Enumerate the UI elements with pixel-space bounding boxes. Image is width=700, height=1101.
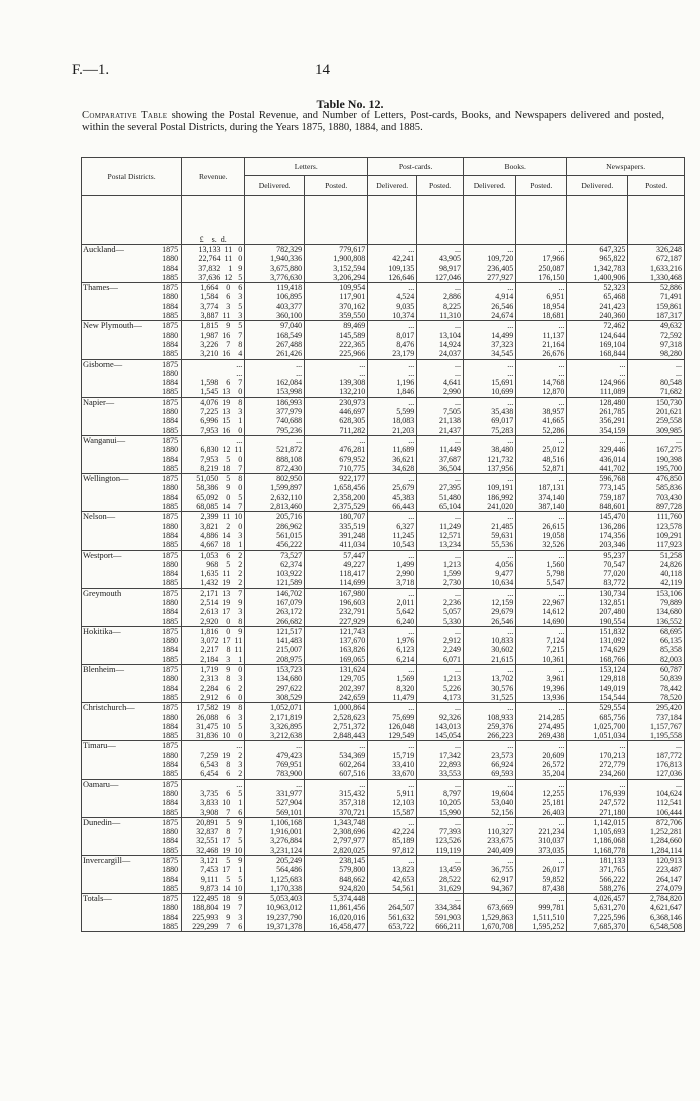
postcards-delivered-values: ... 8,017 8,476 23,179	[368, 321, 417, 359]
revenue-values: 1,816 0 9 3,072 17 11 2,217 8 11 2,184 3 1	[182, 626, 245, 664]
postcards-posted-values: ... 2,236 5,057 5,330	[417, 588, 464, 626]
table-row	[82, 321, 685, 359]
revenue-values: 1,719 9 0 2,313 8 3 2,284 6 2 2,912 6 0	[182, 665, 245, 703]
year-list: 1875 1880 1884 1885	[153, 856, 181, 894]
postcards-posted-values: ... 334,384 591,903 666,211	[417, 894, 464, 932]
books-delivered-values: ... 38,480 121,732 137,956	[464, 435, 516, 473]
postcards-posted-values: ... 8,797 10,205 15,990	[417, 779, 464, 817]
newspapers-posted-values: ... 104,624 112,541 106,444	[628, 779, 685, 817]
postcards-delivered-values: ... 5,911 12,103 15,587	[368, 779, 417, 817]
newspapers-delivered-values: 1,142,015 1,105,693 1,186,068 1,168,778	[567, 817, 628, 855]
newspapers-posted-values: 68,695 66,135 85,358 82,003	[628, 626, 685, 664]
revenue-values: 2,171 13 7 2,514 19 9 2,613 17 3 2,920 0 8	[182, 588, 245, 626]
newspapers-delivered-values: 145,470 136,286 174,356 203,346	[567, 512, 628, 550]
district-name: Wanganui—	[82, 435, 154, 473]
district-name: Greymouth	[82, 588, 154, 626]
books-delivered-values: ... 108,933 259,376 266,223	[464, 703, 516, 741]
letters-posted-values: 1,000,864 2,528,623 2,751,372 2,848,443	[305, 703, 368, 741]
books-posted-values: ... 38,957 41,665 52,286	[516, 397, 567, 435]
letters-delivered-values: ... 479,423 769,951 783,900	[245, 741, 305, 779]
postcards-delivered-values: ... 75,699 126,048 129,549	[368, 703, 417, 741]
postcards-delivered-values: ... 42,241 109,135 126,646	[368, 245, 417, 283]
letters-posted-values: ... 315,432 357,318 370,721	[305, 779, 368, 817]
letters-delivered-values: 205,716 286,962 561,015 456,222	[245, 512, 305, 550]
year-list: 1875 1880 1884 1885	[153, 817, 181, 855]
newspapers-posted-values: 150,730 201,621 259,558 309,985	[628, 397, 685, 435]
newspapers-posted-values: 295,420 737,184 1,157,767 1,195,558	[628, 703, 685, 741]
revenue-values: 4,076 19 8 7,225 13 3 6,996 15 1 7,953 16 0	[182, 397, 245, 435]
letters-delivered-values: ... 521,872 888,108 872,430	[245, 435, 305, 473]
revenue-values: 2,399 11 10 3,821 2 0 4,886 14 3 4,667 18 1	[182, 512, 245, 550]
postcards-delivered-values: ... 1,976 6,123 6,214	[368, 626, 417, 664]
newspapers-delivered-values: 95,237 70,547 77,020 83,772	[567, 550, 628, 588]
table-row	[82, 283, 685, 321]
header-postcards-delivered: Delivered.	[368, 176, 417, 196]
postcards-delivered-values: ... 25,679 45,383 66,443	[368, 474, 417, 512]
table-row	[82, 474, 685, 512]
postcards-posted-values: ... 13,104 14,924 24,037	[417, 321, 464, 359]
revenue-values: ... 6,830 12 11 7,953 5 0 8,219 18 7	[182, 435, 245, 473]
letters-delivered-values: 782,329 1,940,336 3,675,880 3,776,630	[245, 245, 305, 283]
postcards-posted-values: ... 11,249 12,571 13,234	[417, 512, 464, 550]
newspapers-delivered-values: 647,325 965,822 1,342,783 1,400,906	[567, 245, 628, 283]
table-row	[82, 817, 685, 855]
postcards-posted-values: ... 2,912 2,249 6,071	[417, 626, 464, 664]
header-postcards: Post-cards.	[368, 158, 464, 176]
header-newspapers: Newspapers.	[567, 158, 685, 176]
newspapers-delivered-values: 153,124 129,818 149,019 154,544	[567, 665, 628, 703]
letters-posted-values: 109,954 117,901 370,162 359,550	[305, 283, 368, 321]
revenue-values: 3,121 5 9 7,453 17 1 9,111 5 5 9,873 14 10	[182, 856, 245, 894]
year-list: 1875 1880 1884 1885	[153, 283, 181, 321]
table-body	[82, 196, 685, 932]
year-list: 1875 1880 1884 1885	[153, 359, 181, 397]
table-row	[82, 512, 685, 550]
table-row	[82, 626, 685, 664]
postcards-posted-values: ... 7,505 21,138 21,437	[417, 397, 464, 435]
district-name: Napier—	[82, 397, 154, 435]
district-name: Blenheim—	[82, 665, 154, 703]
postcards-posted-values: ... 27,395 51,480 65,104	[417, 474, 464, 512]
revenue-values: ... 7,259 19 2 6,543 8 3 6,454 6 2	[182, 741, 245, 779]
newspapers-delivered-values: 130,734 132,851 207,480 190,554	[567, 588, 628, 626]
books-posted-values: ... 221,234 310,037 373,035	[516, 817, 567, 855]
letters-posted-values: 922,177 1,658,456 2,358,200 2,375,529	[305, 474, 368, 512]
newspapers-delivered-values: 4,026,457 5,631,270 7,225,596 7,685,370	[567, 894, 628, 932]
district-name: Westport—	[82, 550, 154, 588]
postcards-delivered-values: ... 264,507 561,632 653,722	[368, 894, 417, 932]
letters-posted-values: 89,469 145,589 222,365 225,966	[305, 321, 368, 359]
letters-delivered-values: 802,950 1,599,897 2,632,110 2,813,460	[245, 474, 305, 512]
postcards-delivered-values: ... 6,327 11,245 10,543	[368, 512, 417, 550]
header-books-delivered: Delivered.	[464, 176, 516, 196]
caption-text: showing the Postal Revenue, and Number of Letters, Post-cards, Books, and Newspapers delivered and posted, within the several Postal Districts, during the Years 1875, 1880, 1884, and 1885.	[82, 110, 664, 134]
revenue-values: 13,133 11 0 22,764 11 0 37,832 1 9 37,636 12 5	[182, 245, 245, 283]
revenue-values: 20,891 5 9 32,837 8 7 32,551 17 5 32,468 19 10	[182, 817, 245, 855]
newspapers-delivered-values: ... ... 124,966 111,089	[567, 359, 628, 397]
table-row	[82, 550, 685, 588]
year-list: 1875 1880 1884 1885	[153, 245, 181, 283]
newspapers-posted-values: ... 167,275 190,398 195,700	[628, 435, 685, 473]
letters-delivered-values: ... 331,977 527,904 569,101	[245, 779, 305, 817]
postcards-posted-values: ... 13,459 28,522 31,629	[417, 856, 464, 894]
postcards-posted-values: ... 43,905 98,917 127,046	[417, 245, 464, 283]
district-name: Oamaru—	[82, 779, 154, 817]
table-row	[82, 359, 685, 397]
letters-delivered-values: 146,702 167,079 263,172 266,682	[245, 588, 305, 626]
table-row	[82, 435, 685, 473]
letters-posted-values: ... ... 139,308 132,210	[305, 359, 368, 397]
postcards-delivered-values: ... 15,719 33,410 33,670	[368, 741, 417, 779]
books-delivered-values: ... 14,499 37,323 34,545	[464, 321, 516, 359]
newspapers-posted-values: 2,784,820 4,621,647 6,368,146 6,548,508	[628, 894, 685, 932]
letters-posted-values: 180,707 335,519 391,248 411,034	[305, 512, 368, 550]
table-row	[82, 397, 685, 435]
books-delivered-values: ... 13,702 30,576 31,525	[464, 665, 516, 703]
books-delivered-values: ... 109,191 186,992 241,020	[464, 474, 516, 512]
books-posted-values: ... 25,012 48,516 52,871	[516, 435, 567, 473]
postcards-delivered-values: ... ... 1,196 1,846	[368, 359, 417, 397]
newspapers-posted-values: ... ... 80,548 71,682	[628, 359, 685, 397]
newspapers-posted-values: 153,106 79,889 134,680 136,552	[628, 588, 685, 626]
newspapers-posted-values: 476,850 585,836 703,430 897,728	[628, 474, 685, 512]
table-row	[82, 703, 685, 741]
year-list: 1875 1880 1884 1885	[153, 397, 181, 435]
books-delivered-values: ... ... 15,691 10,699	[464, 359, 516, 397]
newspapers-posted-values: 60,787 50,839 78,442 78,520	[628, 665, 685, 703]
district-name: Gisborne—	[82, 359, 154, 397]
letters-posted-values: 230,973 446,697 628,305 711,282	[305, 397, 368, 435]
books-posted-values: ... 20,609 26,572 35,204	[516, 741, 567, 779]
books-posted-values: ... 17,966 250,087 176,150	[516, 245, 567, 283]
revenue-values: 51,050 5 8 58,386 9 0 65,092 0 5 68,085 14 7	[182, 474, 245, 512]
postcards-delivered-values: ... 5,599 18,083 21,203	[368, 397, 417, 435]
letters-posted-values: 779,617 1,900,808 3,152,594 3,206,294	[305, 245, 368, 283]
year-list: 1875 1880 1884 1885	[153, 626, 181, 664]
postcards-posted-values: ... 77,393 123,526 119,119	[417, 817, 464, 855]
year-list: 1875 1880 1884 1885	[153, 474, 181, 512]
postcards-posted-values: ... 1,213 1,599 2,730	[417, 550, 464, 588]
page-header	[72, 62, 660, 82]
letters-delivered-values: ... ... 162,084 153,998	[245, 359, 305, 397]
postcards-delivered-values: ... 4,524 9,035 10,374	[368, 283, 417, 321]
books-delivered-values: ... 110,327 233,675 240,409	[464, 817, 516, 855]
district-name: Hokitika—	[82, 626, 154, 664]
books-posted-values: ... 26,017 59,852 87,438	[516, 856, 567, 894]
letters-delivered-values: 5,053,403 10,963,012 19,237,790 19,371,378	[245, 894, 305, 932]
letters-delivered-values: 73,527 62,374 103,922 121,589	[245, 550, 305, 588]
year-list: 1875 1880 1884 1885	[153, 665, 181, 703]
books-delivered-values: ... 23,573 66,924 69,593	[464, 741, 516, 779]
year-list: 1875 1880 1884 1885	[153, 321, 181, 359]
books-delivered-values: ... 21,485 59,631 55,536	[464, 512, 516, 550]
books-posted-values: ... 214,285 274,495 269,438	[516, 703, 567, 741]
header-letters-delivered: Delivered.	[245, 176, 305, 196]
postcards-posted-values: ... 2,886 8,225 11,310	[417, 283, 464, 321]
postal-table	[81, 157, 685, 932]
header-revenue: Revenue.	[182, 158, 245, 196]
table-row	[82, 779, 685, 817]
books-posted-values: ... 6,951 18,954 18,681	[516, 283, 567, 321]
header-letters: Letters.	[245, 158, 368, 176]
letters-delivered-values: 153,723 134,680 297,622 308,529	[245, 665, 305, 703]
letters-posted-values: ... 534,369 602,264 607,516	[305, 741, 368, 779]
newspapers-posted-values: 872,706 1,252,281 1,284,660 1,284,114	[628, 817, 685, 855]
newspapers-posted-values: ... 187,772 176,813 127,036	[628, 741, 685, 779]
table-row	[82, 245, 685, 283]
district-name: Nelson—	[82, 512, 154, 550]
header-letters-posted: Posted.	[305, 176, 368, 196]
table-row	[82, 856, 685, 894]
year-list: 1875 1880 1884 1885	[153, 588, 181, 626]
table-row	[82, 665, 685, 703]
books-delivered-values: ... 673,669 1,529,863 1,670,708	[464, 894, 516, 932]
letters-posted-values: ... 476,281 679,952 710,775	[305, 435, 368, 473]
books-posted-values: ... 187,131 374,140 387,140	[516, 474, 567, 512]
district-name: Totals—	[82, 894, 154, 932]
newspapers-delivered-values: ... 176,939 247,572 271,180	[567, 779, 628, 817]
books-posted-values: ... 26,615 19,058 32,526	[516, 512, 567, 550]
newspapers-delivered-values: 596,768 773,145 759,187 848,601	[567, 474, 628, 512]
revenue-values: 17,582 19 8 26,088 6 3 31,475 10 5 31,836 10 0	[182, 703, 245, 741]
newspapers-delivered-values: 72,462 124,644 169,104 168,844	[567, 321, 628, 359]
letters-delivered-values: 1,052,071 2,171,819 3,326,895 3,212,638	[245, 703, 305, 741]
header-books-posted: Posted.	[516, 176, 567, 196]
books-delivered-values: ... 109,720 236,405 277,927	[464, 245, 516, 283]
newspapers-delivered-values: ... 170,213 272,779 234,260	[567, 741, 628, 779]
books-delivered-values: ... 19,604 53,040 52,156	[464, 779, 516, 817]
newspapers-posted-values: 52,886 71,491 159,861 187,317	[628, 283, 685, 321]
books-delivered-values: ... 4,056 9,477 10,634	[464, 550, 516, 588]
page-number: 14	[315, 62, 330, 78]
newspapers-delivered-values: 52,323 65,468 241,423 240,360	[567, 283, 628, 321]
newspapers-posted-values: 120,913 223,487 264,147 274,079	[628, 856, 685, 894]
year-list: 1875 1880 1884 1885	[153, 894, 181, 932]
year-list: 1875 1880 1884 1885	[153, 703, 181, 741]
postcards-delivered-values: ... 2,011 5,642 6,240	[368, 588, 417, 626]
district-name: Thames—	[82, 283, 154, 321]
district-name: Christchurch—	[82, 703, 154, 741]
books-posted-values: ... 7,124 7,215 10,361	[516, 626, 567, 664]
newspapers-delivered-values: 529,554 685,756 1,025,700 1,051,034	[567, 703, 628, 741]
books-posted-values: ... 12,255 25,181 26,403	[516, 779, 567, 817]
books-posted-values: ... 11,137 21,164 26,676	[516, 321, 567, 359]
letters-delivered-values: 119,418 106,895 403,377 360,100	[245, 283, 305, 321]
table-row	[82, 741, 685, 779]
year-list: 1875 1880 1884 1885	[153, 512, 181, 550]
postcards-posted-values: ... 92,326 143,013 145,054	[417, 703, 464, 741]
books-delivered-values: ... 4,914 26,546 24,674	[464, 283, 516, 321]
revenue-values: 1,053 6 2 968 5 2 1,635 11 2 1,432 19 2	[182, 550, 245, 588]
books-posted-values: ... 22,967 14,612 14,690	[516, 588, 567, 626]
postcards-posted-values: ... 1,213 5,226 4,173	[417, 665, 464, 703]
revenue-values: 1,664 0 6 1,584 6 3 3,774 3 5 3,887 11 3	[182, 283, 245, 321]
postcards-delivered-values: ... 1,569 8,320 11,479	[368, 665, 417, 703]
postcards-delivered-values: ... 13,823 42,653 54,561	[368, 856, 417, 894]
year-list: 1875 1880 1884 1885	[153, 550, 181, 588]
currency-header: £ s. d.	[182, 196, 245, 245]
newspapers-posted-values: 49,632 72,592 97,318 98,280	[628, 321, 685, 359]
newspapers-posted-values: 51,258 24,826 40,118 42,119	[628, 550, 685, 588]
letters-posted-values: 238,145 579,800 848,662 924,820	[305, 856, 368, 894]
postcards-posted-values: ... 17,342 22,893 33,553	[417, 741, 464, 779]
letters-posted-values: 5,374,448 11,861,456 16,020,016 16,458,477	[305, 894, 368, 932]
letters-delivered-values: 97,040 168,549 267,488 261,426	[245, 321, 305, 359]
books-posted-values: ... 1,560 5,798 5,547	[516, 550, 567, 588]
postcards-posted-values: ... 11,449 37,687 36,504	[417, 435, 464, 473]
district-name: Timaru—	[82, 741, 154, 779]
header-newspapers-posted: Posted.	[628, 176, 685, 196]
letters-delivered-values: 121,517 141,483 215,007 208,975	[245, 626, 305, 664]
postcards-delivered-values: ... 42,224 85,189 97,812	[368, 817, 417, 855]
letters-delivered-values: 1,106,168 1,916,001 3,276,884 3,231,124	[245, 817, 305, 855]
letters-delivered-values: 205,249 564,486 1,125,683 1,170,338	[245, 856, 305, 894]
postcards-delivered-values: ... 1,499 2,990 3,718	[368, 550, 417, 588]
table-row	[82, 588, 685, 626]
letters-posted-values: 121,743 137,670 163,826 169,065	[305, 626, 368, 664]
letters-posted-values: 1,343,748 2,308,696 2,797,977 2,820,025	[305, 817, 368, 855]
newspapers-posted-values: 326,248 672,187 1,633,216 1,330,468	[628, 245, 685, 283]
year-list: 1875 1880 1884 1885	[153, 435, 181, 473]
books-delivered-values: ... 35,438 69,017 75,283	[464, 397, 516, 435]
district-name: Auckland—	[82, 245, 154, 283]
year-list: 1875 1880 1884 1885	[153, 741, 181, 779]
page-reference: F.—1.	[72, 62, 110, 78]
newspapers-delivered-values: ... 329,446 436,014 441,702	[567, 435, 628, 473]
books-posted-values: ... 3,961 19,396 13,936	[516, 665, 567, 703]
caption-lead: Comparative Table	[82, 110, 168, 121]
books-delivered-values: ... 36,755 62,917 94,367	[464, 856, 516, 894]
books-posted-values: ... ... 14,768 12,870	[516, 359, 567, 397]
district-name: Invercargill—	[82, 856, 154, 894]
books-delivered-values: ... 12,159 29,679 26,546	[464, 588, 516, 626]
header-postcards-posted: Posted.	[417, 176, 464, 196]
newspapers-delivered-values: 128,480 261,785 356,291 354,159	[567, 397, 628, 435]
header-district: Postal Districts.	[82, 158, 182, 196]
postcards-posted-values: ... ... 4,641 2,990	[417, 359, 464, 397]
postcards-delivered-values: ... 11,689 36,621 34,628	[368, 435, 417, 473]
letters-delivered-values: 186,993 377,979 740,688 795,236	[245, 397, 305, 435]
books-posted-values: ... 999,781 1,511,510 1,595,252	[516, 894, 567, 932]
district-name: New Plymouth—	[82, 321, 154, 359]
year-list: 1875 1880 1884 1885	[153, 779, 181, 817]
revenue-values: ... 3,735 6 5 3,833 10 1 3,908 7 6	[182, 779, 245, 817]
letters-posted-values: 167,980 196,603 232,791 227,929	[305, 588, 368, 626]
books-delivered-values: ... 10,833 30,602 21,615	[464, 626, 516, 664]
newspapers-delivered-values: 181,133 371,765 566,222 588,276	[567, 856, 628, 894]
header-newspapers-delivered: Delivered.	[567, 176, 628, 196]
revenue-values: ... ... 1,598 6 7 1,545 13 0	[182, 359, 245, 397]
district-name: Wellington—	[82, 474, 154, 512]
letters-posted-values: 57,447 49,227 118,417 114,699	[305, 550, 368, 588]
newspapers-posted-values: 111,760 123,578 109,291 117,923	[628, 512, 685, 550]
newspapers-delivered-values: 151,832 131,092 174,629 168,766	[567, 626, 628, 664]
revenue-values: 122,495 18 9 188,804 19 7 225,993 9 3 229,299 7 6	[182, 894, 245, 932]
header-books: Books.	[464, 158, 567, 176]
table-caption	[82, 110, 664, 135]
table-row	[82, 894, 685, 932]
revenue-values: 1,815 9 5 1,987 16 7 3,226 7 8 3,210 16 4	[182, 321, 245, 359]
letters-posted-values: 131,624 129,705 202,397 242,659	[305, 665, 368, 703]
table-title: Table No. 12.	[316, 97, 384, 111]
district-name: Dunedin—	[82, 817, 154, 855]
